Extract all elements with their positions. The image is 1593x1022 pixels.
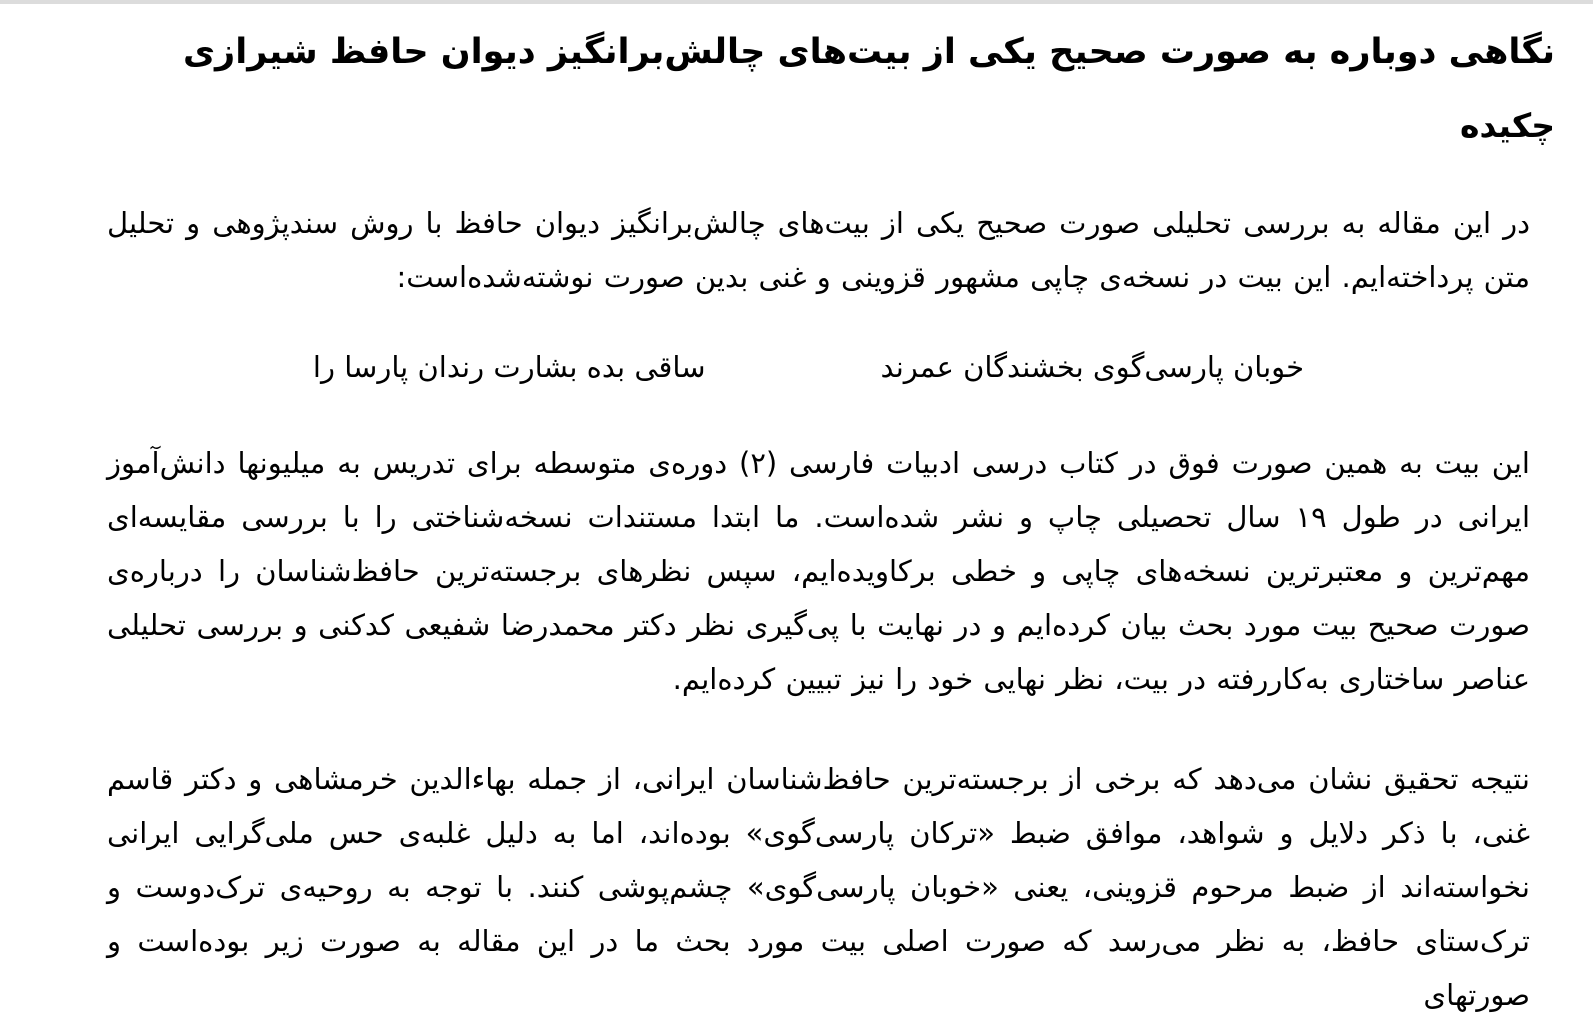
abstract-paragraph-3: نتیجه تحقیق نشان می‌دهد که برخی از برجسته‌ترین حافظ‌شناسان ایرانی، از جمله بهاءالدین خرمشاهی و دکتر قاسم غنی، با ذکر دلایل و شواهد، موافق ضبط «ترکان پارسی‌گوی» بوده‌اند، اما به دلیل غلبه‌ی حس ملی‌گرایی ایرانی نخواسته‌اند از ضبط مرحوم قزوینی، یعنی «خوبان پارسی‌گوی» چشم‌پوشی کنند. با توجه به روحیه‌ی ترک‌دوست و ترک‌ستای حافظ، به نظر می‌رسد که صورت اصلی بیت مورد بحث ما در این مقاله به صورت زیر بوده‌است و صورتهای: [107, 762, 1530, 1012]
abstract-paragraph-2: این بیت به همین صورت فوق در کتاب درسی ادبیات فارسی (۲) دوره‌ی متوسطه برای تدریس به میلیونها دانش‌آموز ایرانی در طول ۱۹ سال تحصیلی چاپ و نشر شده‌است. ما ابتدا مستندات نسخه‌شناختی را با بررسی مقایسه‌ای مهم‌ترین و معتبرترین نسخه‌های چاپی و خطی برکاویده‌ایم، سپس نظرهای برجسته‌ترین حافظ‌شناسان را درباره‌ی صورت صحیح بیت مورد بحث بیان کرده‌ایم و در نهایت با پی‌گیری نظر دکتر محمدرضا شفیعی کدکنی و بررسی تحلیلی عناصر ساختاری به‌کاررفته در بیت، نظر نهایی خود را نیز تبیین کرده‌ایم.: [107, 446, 1531, 696]
verse-couplet: [62, 340, 1555, 394]
article-title: نگاهی دوباره به صورت صحیح یکی از بیت‌های چالش‌برانگیز دیوان حافظ شیرازی: [182, 32, 1555, 72]
verse-hemistich-right: خوبان پارسی‌گوی بخشندگان عمرند: [880, 350, 1305, 384]
verse-hemistich-left: ساقی بده بشارت رندان پارسا را: [312, 350, 706, 384]
abstract-heading: چکیده: [1460, 106, 1555, 145]
abstract-paragraph-1: در این مقاله به بررسی تحلیلی صورت صحیح یکی از بیت‌های چالش‌برانگیز دیوان حافظ با روش سندپژوهی و تحلیل متن پرداخته‌ایم. این بیت در نسخه‌ی چاپی مشهور قزوینی و غنی بدین صورت نوشته‌شده‌است:: [107, 206, 1530, 294]
article: [0, 4, 1593, 1022]
